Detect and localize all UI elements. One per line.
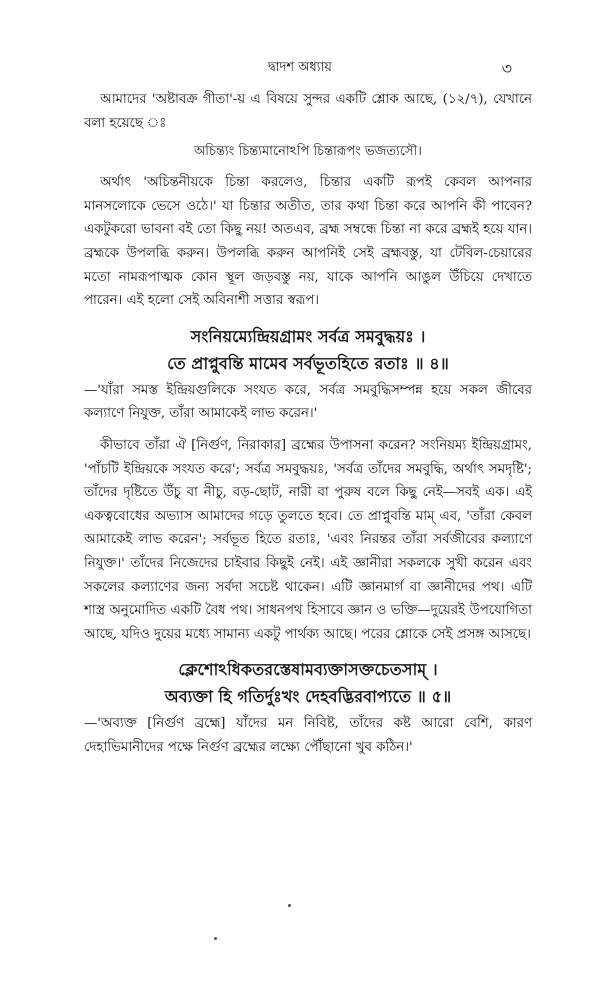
scan-speck	[288, 904, 291, 907]
verse-4-translation: —'যাঁরা সমস্ত ইন্দ্রিয়গুলিকে সংযত করে, সর্বত্র সমবুদ্ধিসম্পন্ন হয়ে সকল জীবের কল্যাণে নিযুক্ত, তাঁরা আমাকেই লাভ করেন।'	[84, 382, 532, 422]
verse-5-line-2: অব্যক্তা হি গতির্দুঃখং দেহবদ্ভিরবাপ্যতে ॥ ৫॥	[164, 687, 452, 707]
running-header	[0, 56, 600, 78]
verse-5-translation: —'অব্যক্ত [নির্গুণ ব্রহ্মে] যাঁদের মন নিবিষ্ট, তাঁদের কষ্ট আরো বেশি, কারণ দেহাভিমানীদের পক্ষে নির্গুণ ব্রহ্মের লক্ষ্যে পৌঁছানো খুব কঠিন।'	[84, 716, 532, 755]
scan-speck	[214, 937, 217, 940]
quoted-shloka: অচিন্ত্যং চিন্ত্যমানোঽপি চিন্তারূপং ভজত্যসৌ।	[194, 144, 422, 160]
page-body	[84, 88, 532, 767]
verse-4-line-1: সংনিয়ম্যেন্দ্রিয়গ্রামং সর্বত্র সমবুদ্ধয়ঃ ।	[190, 326, 426, 346]
verse-5	[84, 656, 532, 710]
verse-4-line-2: তে প্রাপ্নুবন্তি মামেব সর্বভূতহিতে রতাঃ ॥ ৪॥	[167, 353, 449, 373]
verse-5-line-1: ক্লেশোঽধিকতরস্তেষামব্যক্তাসক্তচেতসাম্ ।	[178, 660, 438, 680]
paragraph-explanation: অর্থাৎ 'অচিন্তনীয়কে চিন্তা করলেও, চিন্তার একটি রূপই কেবল আপনার মানসলোকে ভেসে ওঠে।' যা চিন্তার অতীত, তার কথা চিন্তা করে আপনি কী পাবেন? একটুকরো ভাবনা বই তো কিছু নয়! অতএব, ব্রহ্ম সম্বন্ধে চিন্তা না করে ব্রহ্মই হয়ে যান। ব্রহ্মকে উপলব্ধি করুন। উপলব্ধি করুন আপনিই সেই ব্রহ্মবস্তু, যা টেবিল-চেয়ারের মতো নামরূপাত্মক কোন স্থূল জড়বস্তু নয়, যাকে আপনি আঙুল উঁচিয়ে দেখাতে পারেন। এই হলো সেই অবিনাশী সত্তার স্বরূপ।	[84, 175, 532, 309]
verse-4	[84, 323, 532, 377]
page-number: ৩	[501, 59, 512, 78]
paragraph-commentary: কীভাবে তাঁরা ঐ [নির্গুণ, নিরাকার] ব্রহ্মের উপাসনা করেন? সংনিয়ম্য ইন্দ্রিয়গ্রামং, 'পাঁচটি ইন্দ্রিয়কে সংযত করে'; সর্বত্র সমবুদ্ধয়ঃ, 'সর্বত্র তাঁদের সমবুদ্ধি, অর্থাৎ সমদৃষ্টি'; তাঁদের দৃষ্টিতে উঁচু বা নীচু, বড়-ছোট, নারী বা পুরুষ বলে কিছু নেই—সবই এক। এই একত্ববোধের অভ্যাস আমাদের গড়ে তুলতে হবে। তে প্রাপ্নুবন্তি মাম্ এব, 'তাঁরা কেবল আমাকেই লাভ করেন'; সর্বভূত হিতে রতাঃ, 'এবং নিরন্তর তাঁরা সর্বজীবের কল্যাণে নিযুক্ত।' তাঁদের নিজেদের চাইবার কিছুই নেই। এই জ্ঞানীরা সকলকে সুখী করেন এবং সকলের কল্যাণের জন্য সর্বদা সচেষ্ট থাকেন। এটি জ্ঞানমার্গ বা জ্ঞানীদের পথ। এটি শাস্ত্র অনুমোদিত একটি বৈধ পথ। সাধনপথ হিসাবে জ্ঞান ও ভক্তি—দুয়েরই উপযোগিতা আছে, যদিও দুয়ের মধ্যে সামান্য একটু পার্থক্য আছে। পরের শ্লোকে সেই প্রসঙ্গ আসছে।	[84, 437, 532, 642]
paragraph-intro: আমাদের 'অষ্টাবক্র গীতা'-য় এ বিষয়ে সুন্দর একটি শ্লোক আছে, (১২/৭), যেখানে বলা হয়েছে ঃ	[84, 92, 532, 131]
chapter-title: দ্বাদশ অধ্যায়	[268, 60, 332, 75]
